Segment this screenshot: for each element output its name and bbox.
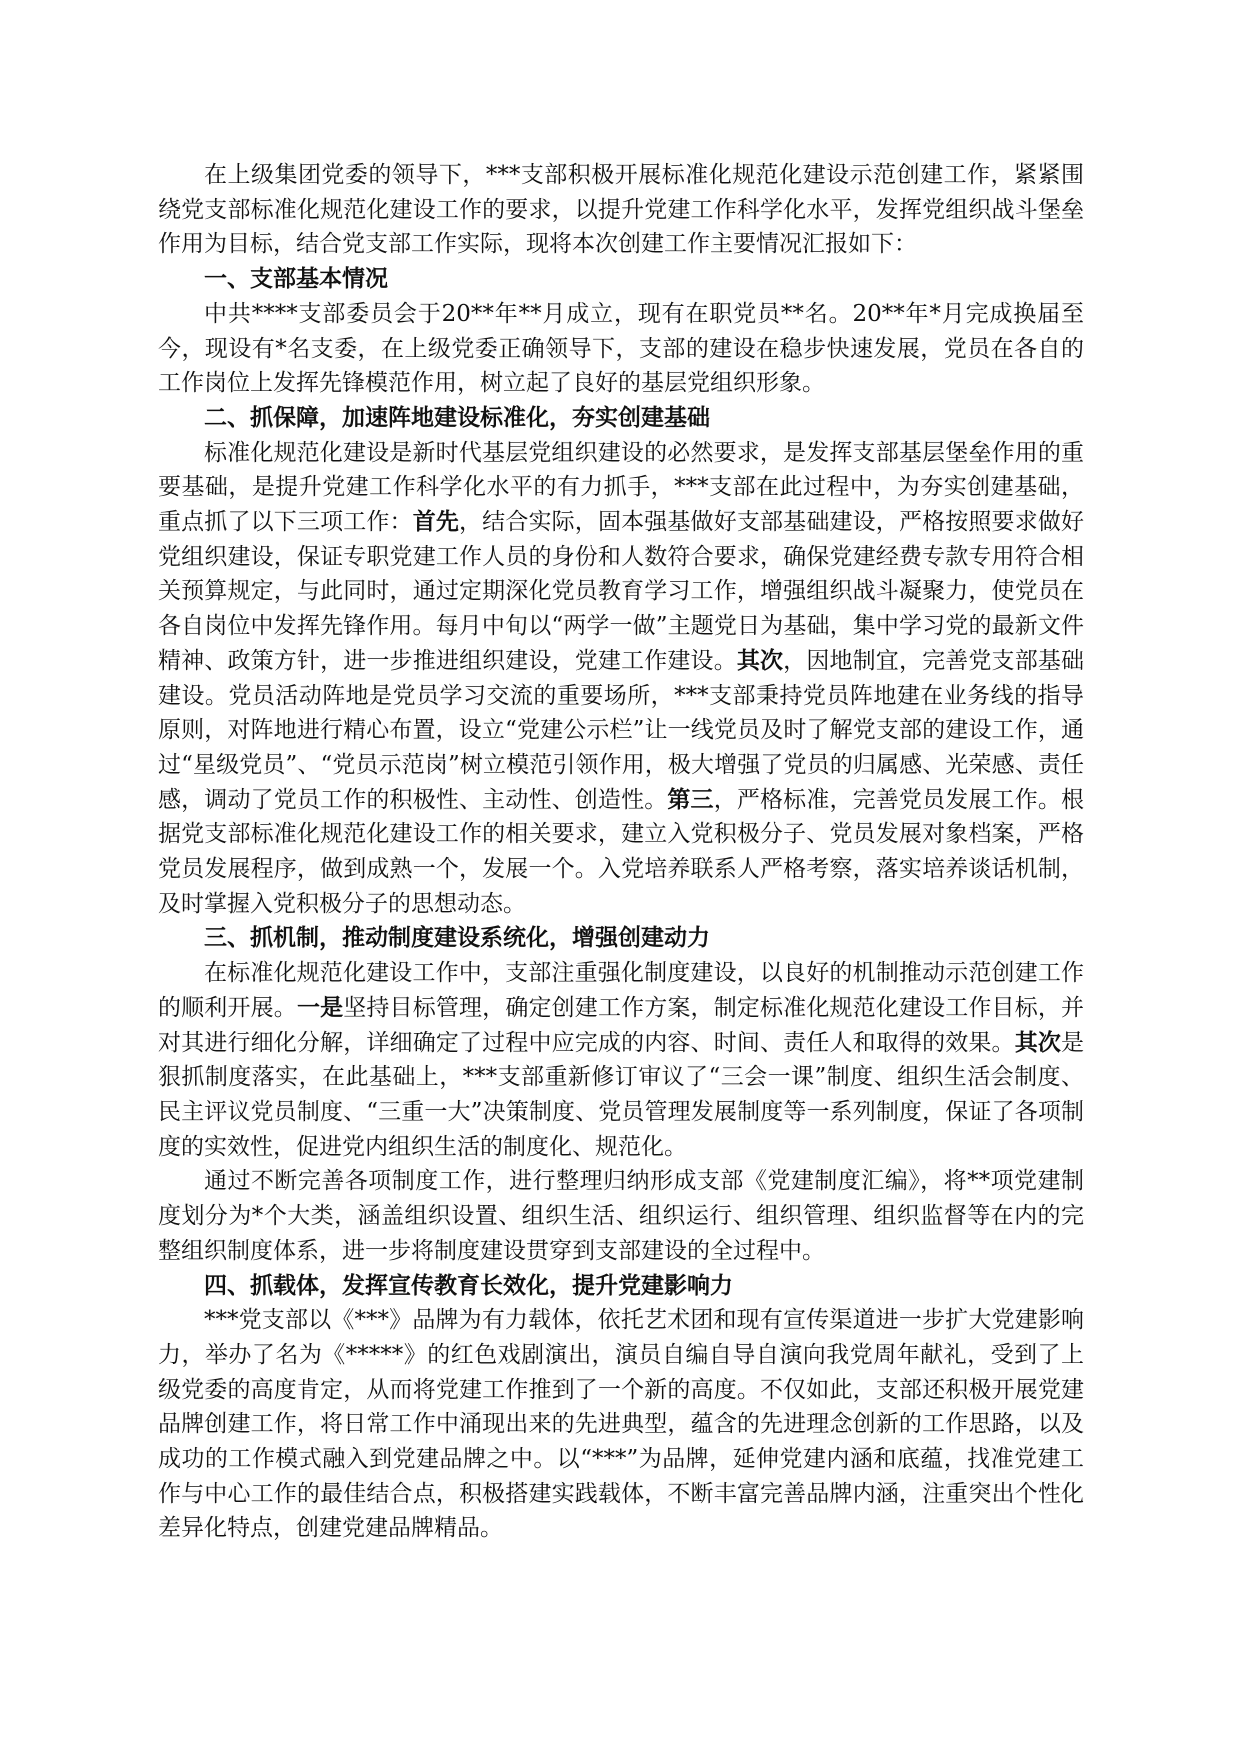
document-body — [158, 158, 1084, 1546]
section-1-paragraph: 中共****支部委员会于20**年**月成立，现有在职党员**名。20**年*月完成换届至今，现设有*名支委，在上级党委正确领导下，支部的建设在稳步快速发展，党员在各自的工作岗位上发挥先锋模范作用，树立起了良好的基层党组织形象。 — [158, 300, 1084, 397]
section-3-bold-second: 其次 — [1014, 1028, 1062, 1056]
section-4-heading: 四、抓载体，发挥宣传教育长效化，提升党建影响力 — [204, 1271, 733, 1299]
section-3-text-1: 在标准化规范化建设工作中，支部注重强化制度建设，以良好的机制推动示范创建工作的顺利开展。 — [158, 960, 1084, 1021]
section-3-text-2: 坚持目标管理，确定创建工作方案，制定标准化规范化建设工作目标，并对其进行细化分解，详细确定了过程中应完成的内容、时间、责任人和取得的效果。 — [158, 994, 1085, 1056]
section-3-paragraph-2: 通过不断完善各项制度工作，进行整理归纳形成支部《党建制度汇编》，将**项党建制度划分为*个大类，涵盖组织设置、组织生活、组织运行、组织管理、组织监督等在内的完整组织制度体系，进一步将制度建设贯穿到支部建设的全过程中。 — [158, 1168, 1084, 1264]
section-4-paragraph: ***党支部以《***》品牌为有力载体，依托艺术团和现有宣传渠道进一步扩大党建影响力，举办了名为《*****》的红色戏剧演出，演员自编自导自演向我党周年献礼，受到了上级党委的高度肯定，从而将党建工作推到了一个新的高度。不仅如此，支部还积极开展党建品牌创建工作，将日常工作中涌现出来的先进典型，蕴含的先进理念创新的工作思路，以及成功的工作模式融入到党建品牌之中。以“***”为品牌，延伸党建内涵和底蕴，找准党建工作与中心工作的最佳结合点，积极搭建实践载体，不断丰富完善品牌内涵，注重突出个性化差异化特点，创建党建品牌精品。 — [158, 1307, 1084, 1542]
section-3-bold-first: 一是 — [296, 993, 344, 1021]
section-2-heading: 二、抓保障，加速阵地建设标准化，夯实创建基础 — [204, 403, 710, 431]
section-2-paragraph — [158, 436, 1084, 922]
section-2-bold-third: 第三 — [667, 785, 714, 813]
section-1-heading: 一、支部基本情况 — [204, 265, 388, 293]
section-2-bold-second: 其次 — [736, 646, 784, 674]
section-3-paragraph — [158, 956, 1084, 1164]
section-2-text-3: ，因地制宜，完善党支部基础建设。党员活动阵地是党员学习交流的重要场所，***支部秉持党员阵地建在业务线的指导原则，对阵地进行精心布置，设立“党建公示栏”让一线党员及时了解党支部的建设工作，通过“星级党员”、“党员示范岗”树立模范引领作用，极大增强了党员的归属感、光荣感、责任感，调动了党员工作的积极性、主动性、创造性。 — [158, 647, 1085, 813]
section-2-text-1: 标准化规范化建设是新时代基层党组织建设的必然要求，是发挥支部基层堡垒作用的重要基础，是提升党建工作科学化水平的有力抓手，***支部在此过程中，为夯实创建基础，重点抓了以下三项工作： — [158, 439, 1084, 536]
section-2-bold-first: 首先 — [412, 508, 460, 536]
section-2-text-2: ，结合实际，固本强基做好支部基础建设，严格按照要求做好党组织建设，保证专职党建工作人员的身份和人数符合要求，确保党建经费专款专用符合相关预算规定，与此同时，通过定期深化党员教育学习工作，增强组织战斗凝聚力，使党员在各自岗位中发挥先锋作用。每月中旬以“两学一做”主题党日为基础，集中学习党的最新文件精神、政策方针，进一步推进组织建设，党建工作建设。 — [158, 509, 1085, 674]
section-2-text-4: ，严格标准，完善党员发展工作。根据党支部标准化规范化建设工作的相关要求，建立入党积极分子、党员发展对象档案，严格党员发展程序，做到成熟一个，发展一个。入党培养联系人严格考察，落实培养谈话机制，及时掌握入党积极分子的思想动态。 — [158, 786, 1085, 917]
section-3-heading: 三、抓机制，推动制度建设系统化，增强创建动力 — [204, 924, 710, 952]
intro-paragraph: 在上级集团党委的领导下，***支部积极开展标准化规范化建设示范创建工作，紧紧围绕党支部标准化规范化建设工作的要求，以提升党建工作科学化水平，发挥党组织战斗堡垒作用为目标，结合党支部工作实际，现将本次创建工作主要情况汇报如下： — [158, 162, 1084, 258]
section-3-text-3: 是狠抓制度落实，在此基础上，***支部重新修订审议了“三会一课”制度、组织生活会制度、民主评议党员制度、“三重一大”决策制度、党员管理发展制度等一系列制度，保证了各项制度的实效性，促进党内组织生活的制度化、规范化。 — [158, 1029, 1085, 1160]
